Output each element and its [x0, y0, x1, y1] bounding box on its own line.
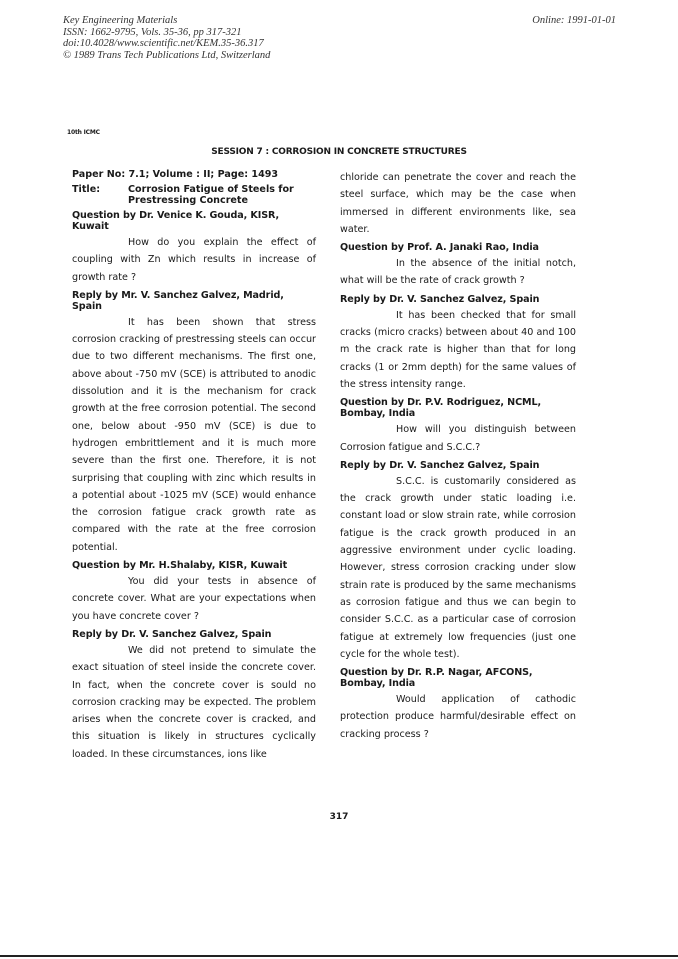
conference-label: 10th ICMC: [67, 129, 100, 136]
reply-text: It has been checked that for small cracks (micro cracks) between about 40 and 100 m the crack rate is higher than that for long cracks (1 or 2mm depth) for the same values of the stress intensity range.: [340, 309, 576, 390]
publication-info: [63, 15, 270, 61]
page-number: 317: [329, 812, 349, 822]
right-column: [340, 169, 576, 743]
continued-text: chloride can penetrate the cover and reach the steel surface, which may be the case when immersed in different environments like, sea water.: [340, 172, 576, 235]
question-text: Would application of cathodic protection produce harmful/desirable effect on cracking process ?: [340, 694, 576, 740]
issn-line: ISSN: 1662-9795, Vols. 35-36, pp 317-321: [63, 26, 242, 38]
paper-title: Corrosion Fatigue of Steels for Prestressing Concrete: [128, 184, 294, 206]
question-heading: Question by Dr. Venice K. Gouda, KISR, Kuwait: [72, 210, 280, 232]
session-title: SESSION 7 : CORROSION IN CONCRETE STRUCTURES: [211, 147, 467, 157]
question-text: How will you distinguish between Corrosion fatigue and S.C.C.?: [340, 424, 576, 453]
reply-text: S.C.C. is customarily considered as the crack growth under static loading i.e. constant load or slow strain rate, while corrosion fatigue is the crack growth produced in an aggressive environment under cyclic loading. However, stress corrosion cracking under slow strain rate is produced by the same mechanisms as corrosion fatigue and thus we can begin to consider S.C.C. as a particular case of corrosion fatigue at extremely low frequencies (just one cycle for the whole test).: [340, 475, 576, 660]
reply-text: We did not pretend to simulate the exact situation of steel inside the concrete cover. In fact, when the concrete cover is sould no corrosion cracking may be expected. The problem arises when the concrete cover is cracked, and this situation is likely in structures cyclically loaded. In these circumstances, ions like: [72, 644, 316, 760]
left-column: [72, 169, 316, 763]
paper-line: Paper No: 7.1; Volume : II; Page: 1493: [72, 169, 279, 180]
reply-text: It has been shown that stress corrosion cracking of prestressing steels can occur due to two different mechanisms. The first one, above about -750 mV (SCE) is attributed to anodic dissolution and it is the mechanism for crack growth at the free corrosion potential. The second one, below about -950 mV (SCE) is due to hydrogen embrittlement and it is much more severe than the first one. Therefore, it is not surprising that coupling with zinc which results in a potential about -1025 mV (SCE) would enhance the corrosion fatigue crack growth rate as compared with the rate at the free corrosion potential.: [72, 316, 316, 553]
question-heading: Question by Dr. P.V. Rodriguez, NCML, Bombay, India: [340, 397, 542, 420]
question-text: In the absence of the initial notch, what will be the rate of crack growth ?: [340, 258, 576, 287]
question-text: You did your tests in absence of concrete cover. What are your expectations when you have concrete cover ?: [72, 576, 316, 622]
paper-title-row: [72, 184, 316, 206]
title-label: Title:: [72, 184, 101, 195]
question-text: How do you explain the effect of coupling with Zn which results in increase of growth rate ?: [72, 237, 316, 283]
paper-info: [72, 169, 316, 180]
journal-name: Key Engineering Materials: [63, 15, 178, 26]
bottom-divider: [0, 955, 678, 957]
doi-line: doi:10.4028/www.scientific.net/KEM.35-36.317: [63, 38, 264, 49]
question-heading: Question by Dr. R.P. Nagar, AFCONS, Bombay, India: [340, 667, 533, 690]
question-heading: Question by Mr. H.Shalaby, KISR, Kuwait: [72, 560, 288, 572]
online-date: Online: 1991-01-01: [532, 15, 616, 26]
reply-heading: Reply by Dr. V. Sanchez Galvez, Spain: [340, 459, 540, 471]
reply-heading: Reply by Mr. V. Sanchez Galvez, Madrid, Spain: [72, 289, 284, 312]
reply-heading: Reply by Dr. V. Sanchez Galvez, Spain: [340, 293, 540, 305]
question-heading: Question by Prof. A. Janaki Rao, India: [340, 242, 539, 254]
copyright-line: © 1989 Trans Tech Publications Ltd, Switzerland: [63, 49, 271, 61]
reply-heading: Reply by Dr. V. Sanchez Galvez, Spain: [72, 628, 272, 640]
